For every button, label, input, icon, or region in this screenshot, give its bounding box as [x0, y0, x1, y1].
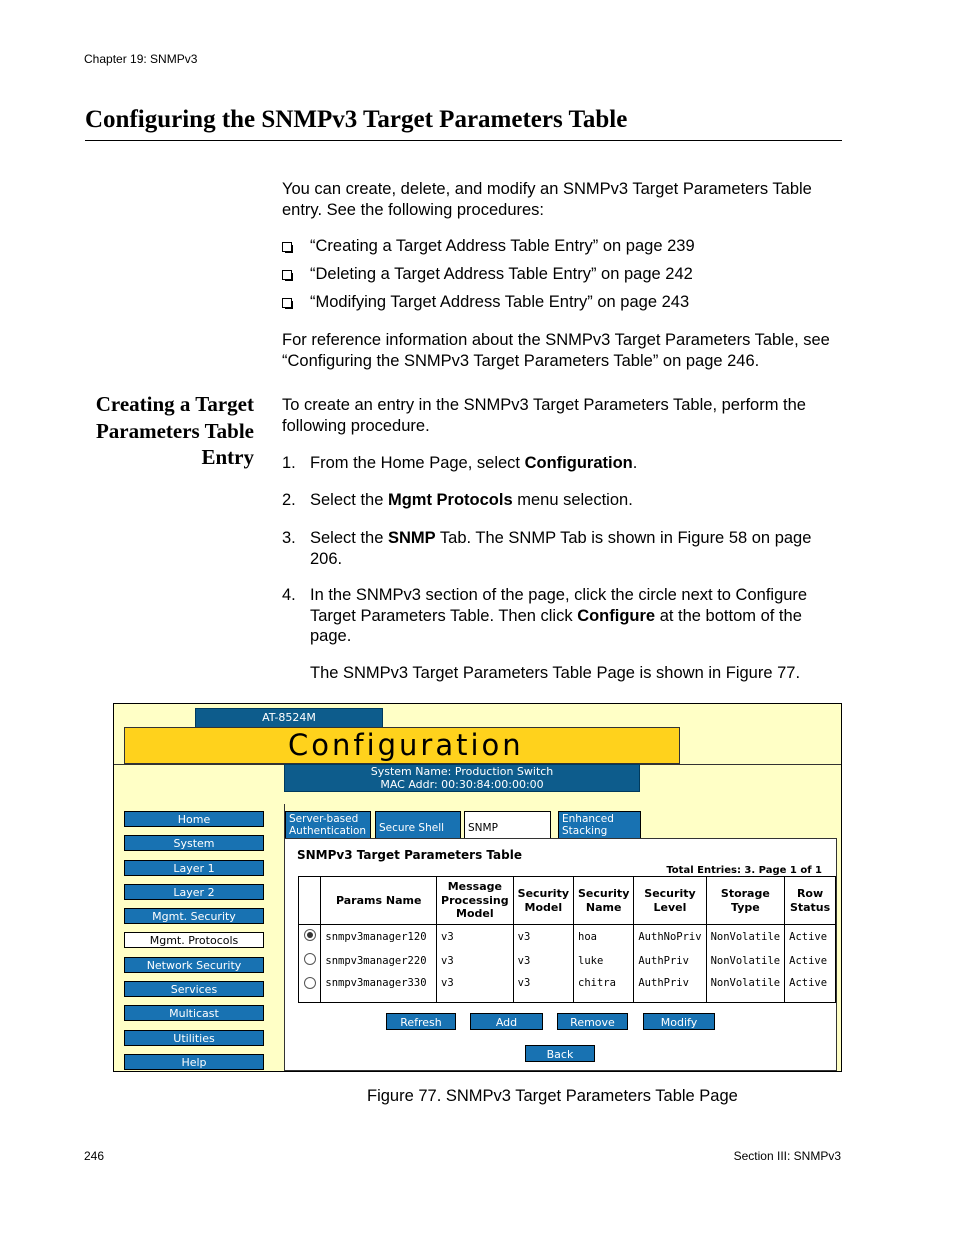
- step-text-bold: Configure: [577, 606, 656, 625]
- storage-type-cell: NonVolatile: [706, 949, 785, 973]
- step-text-part: menu selection.: [512, 491, 633, 509]
- params-name-cell: snmpv3manager220: [321, 949, 437, 973]
- radio-button[interactable]: [304, 953, 316, 965]
- step-note-text: The SNMPv3 Target Parameters Table Page is shown in Figure 77.: [310, 664, 801, 682]
- system-info-box: [284, 764, 640, 792]
- list-item-text: “Modifying Target Address Table Entry” on page 243: [310, 293, 690, 311]
- step-text: [310, 585, 842, 647]
- header-line: Row: [796, 887, 824, 900]
- step-text-bold: SNMP: [387, 529, 436, 547]
- procedure-list: [282, 236, 842, 320]
- tab-server-based-authentication[interactable]: [285, 811, 371, 838]
- security-level-cell: AuthPriv: [634, 949, 706, 973]
- page-number: 246: [84, 1149, 105, 1163]
- banner-text: Configuration: [288, 728, 524, 762]
- header-line: Security: [578, 887, 630, 900]
- step-number: 1.: [282, 454, 296, 472]
- heading-line: Creating a Target: [95, 392, 254, 416]
- tab-secure-shell[interactable]: Secure Shell: [375, 811, 461, 838]
- tab-label: Authentication: [289, 825, 367, 837]
- header-line: Type: [731, 900, 760, 914]
- table-row: [299, 949, 836, 973]
- intro-paragraph: You can create, delete, and modify an SNMPv3 Target Parameters Table entry. See the following procedures:: [282, 180, 812, 219]
- step-text-part: .: [632, 454, 638, 472]
- subsection-heading: [60, 391, 254, 471]
- header-line: Model: [524, 900, 563, 914]
- header-line: Model: [456, 907, 494, 921]
- header-line: Name: [585, 900, 622, 914]
- list-item: [282, 264, 842, 285]
- select-cell: [299, 973, 321, 1003]
- step-text-part: at the bottom of the page.: [310, 606, 802, 645]
- row-status-cell: Active: [785, 973, 836, 1003]
- security-model-cell: v3: [513, 925, 573, 949]
- column-header: [574, 877, 634, 925]
- column-header: [634, 877, 706, 925]
- step-text-bold: Configuration: [524, 454, 633, 472]
- nav-layer-2[interactable]: Layer 2: [124, 884, 264, 900]
- target-params-table: [298, 876, 836, 1003]
- radio-button[interactable]: [304, 977, 316, 989]
- step-text-part: Tab. The SNMP Tab is shown in Figure 58 on page 206.: [310, 529, 812, 568]
- nav-multicast[interactable]: Multicast: [124, 1005, 264, 1021]
- header-line: Storage: [720, 887, 770, 900]
- security-level-cell: AuthNoPriv: [634, 925, 706, 949]
- header-line: Security: [644, 887, 696, 900]
- modify-button[interactable]: Modify: [643, 1013, 715, 1030]
- list-item-text: “Deleting a Target Address Table Entry” on page 242: [310, 265, 693, 283]
- figure-caption: Figure 77. SNMPv3 Target Parameters Table Page: [367, 1087, 738, 1105]
- tab-snmp[interactable]: SNMP: [464, 811, 551, 840]
- params-name-cell: snmpv3manager120: [321, 925, 437, 949]
- table-header-row: [299, 877, 836, 925]
- storage-type-cell: NonVolatile: [706, 925, 785, 949]
- nav-help[interactable]: Help: [124, 1054, 264, 1070]
- step-text: [310, 453, 842, 474]
- subsection-intro: To create an entry in the SNMPv3 Target Parameters Table, perform the following procedure.: [282, 396, 806, 435]
- panel-title: SNMPv3 Target Parameters Table: [297, 848, 522, 862]
- column-header: [437, 877, 514, 925]
- nav-home[interactable]: Home: [124, 811, 264, 827]
- mpm-cell: v3: [437, 925, 514, 949]
- mpm-cell: v3: [437, 949, 514, 973]
- device-label: AT-8524M: [195, 708, 383, 728]
- step-text-part: Select the: [310, 529, 388, 547]
- step-text: [310, 528, 842, 569]
- storage-type-cell: NonVolatile: [706, 973, 785, 1003]
- radio-button[interactable]: [304, 929, 316, 941]
- header-line: Processing: [441, 893, 509, 907]
- params-name-cell: snmpv3manager330: [321, 973, 437, 1003]
- tab-enhanced-stacking[interactable]: [558, 811, 641, 838]
- security-name-cell: hoa: [574, 925, 634, 949]
- security-model-cell: v3: [513, 949, 573, 973]
- row-status-cell: Active: [785, 925, 836, 949]
- section-title: Configuring the SNMPv3 Target Parameters Table: [85, 106, 842, 141]
- security-level-cell: AuthPriv: [634, 973, 706, 1003]
- nav-network-security[interactable]: Network Security: [124, 957, 264, 973]
- remove-button[interactable]: Remove: [557, 1013, 628, 1030]
- tab-label: Enhanced: [562, 813, 614, 825]
- nav-mgmt-protocols[interactable]: Mgmt. Protocols: [124, 932, 264, 948]
- nav-services[interactable]: Services: [124, 981, 264, 997]
- security-name-cell: chitra: [574, 973, 634, 1003]
- nav-layer-1[interactable]: Layer 1: [124, 860, 264, 876]
- step-number: 4.: [282, 586, 296, 604]
- header-line: Level: [653, 900, 687, 914]
- select-column-header: [299, 877, 321, 925]
- tab-label: Stacking: [562, 825, 608, 837]
- security-model-cell: v3: [513, 973, 573, 1003]
- header-line: Message: [447, 880, 502, 894]
- checkbox-bullet-icon: [282, 270, 292, 280]
- checkbox-bullet-icon: [282, 298, 292, 308]
- header-line: Status: [789, 900, 831, 914]
- refresh-button[interactable]: Refresh: [386, 1013, 456, 1030]
- configuration-banner: [124, 727, 680, 764]
- tab-label: Server-based: [289, 813, 359, 825]
- step-text-bold: Mgmt Protocols: [387, 491, 513, 509]
- list-item-text: “Creating a Target Address Table Entry” on page 239: [310, 237, 695, 255]
- add-button[interactable]: Add: [470, 1013, 543, 1030]
- step-text-part: From the Home Page, select: [310, 454, 525, 472]
- mpm-cell: v3: [437, 973, 514, 1003]
- column-header: [785, 877, 836, 925]
- table-row: [299, 973, 836, 1003]
- column-header: [513, 877, 573, 925]
- row-status-cell: Active: [785, 949, 836, 973]
- step-text-part: Select the: [310, 491, 388, 509]
- system-name: System Name: Production Switch: [370, 765, 554, 778]
- nav-system[interactable]: System: [124, 835, 264, 851]
- figure-screenshot: [113, 703, 842, 1072]
- step-number: 3.: [282, 529, 296, 547]
- mac-address: MAC Addr: 00:30:84:00:00:00: [380, 777, 544, 791]
- column-header: [706, 877, 785, 925]
- nav-utilities[interactable]: Utilities: [124, 1030, 264, 1046]
- reference-paragraph: For reference information about the SNMPv3 Target Parameters Table, see “Configuring the SNMPv3 Target Parameters Table” on page 246.: [282, 331, 830, 370]
- snmp-panel: [284, 838, 837, 1071]
- nav-mgmt-security[interactable]: Mgmt. Security: [124, 908, 264, 924]
- section-footer: Section III: SNMPv3: [733, 1149, 841, 1163]
- checkbox-bullet-icon: [282, 242, 292, 252]
- step-text-part: In the SNMPv3 section of the page, click the circle next to Configure Target Parameters Table. Then click: [310, 586, 808, 625]
- step-number: 2.: [282, 491, 296, 509]
- column-header: Params Name: [321, 877, 437, 925]
- heading-line: Parameters Table: [95, 418, 254, 443]
- list-item: [282, 236, 842, 257]
- step-text: [310, 490, 842, 511]
- list-item: [282, 292, 842, 313]
- page-header: Chapter 19: SNMPv3: [84, 52, 198, 66]
- header-line: Security: [517, 887, 569, 900]
- back-button[interactable]: Back: [525, 1045, 595, 1062]
- select-cell: [299, 949, 321, 973]
- total-entries: Total Entries: 3. Page 1 of 1: [666, 865, 822, 876]
- table-row: [299, 925, 836, 949]
- select-cell: [299, 925, 321, 949]
- heading-line: Entry: [201, 445, 254, 469]
- security-name-cell: luke: [574, 949, 634, 973]
